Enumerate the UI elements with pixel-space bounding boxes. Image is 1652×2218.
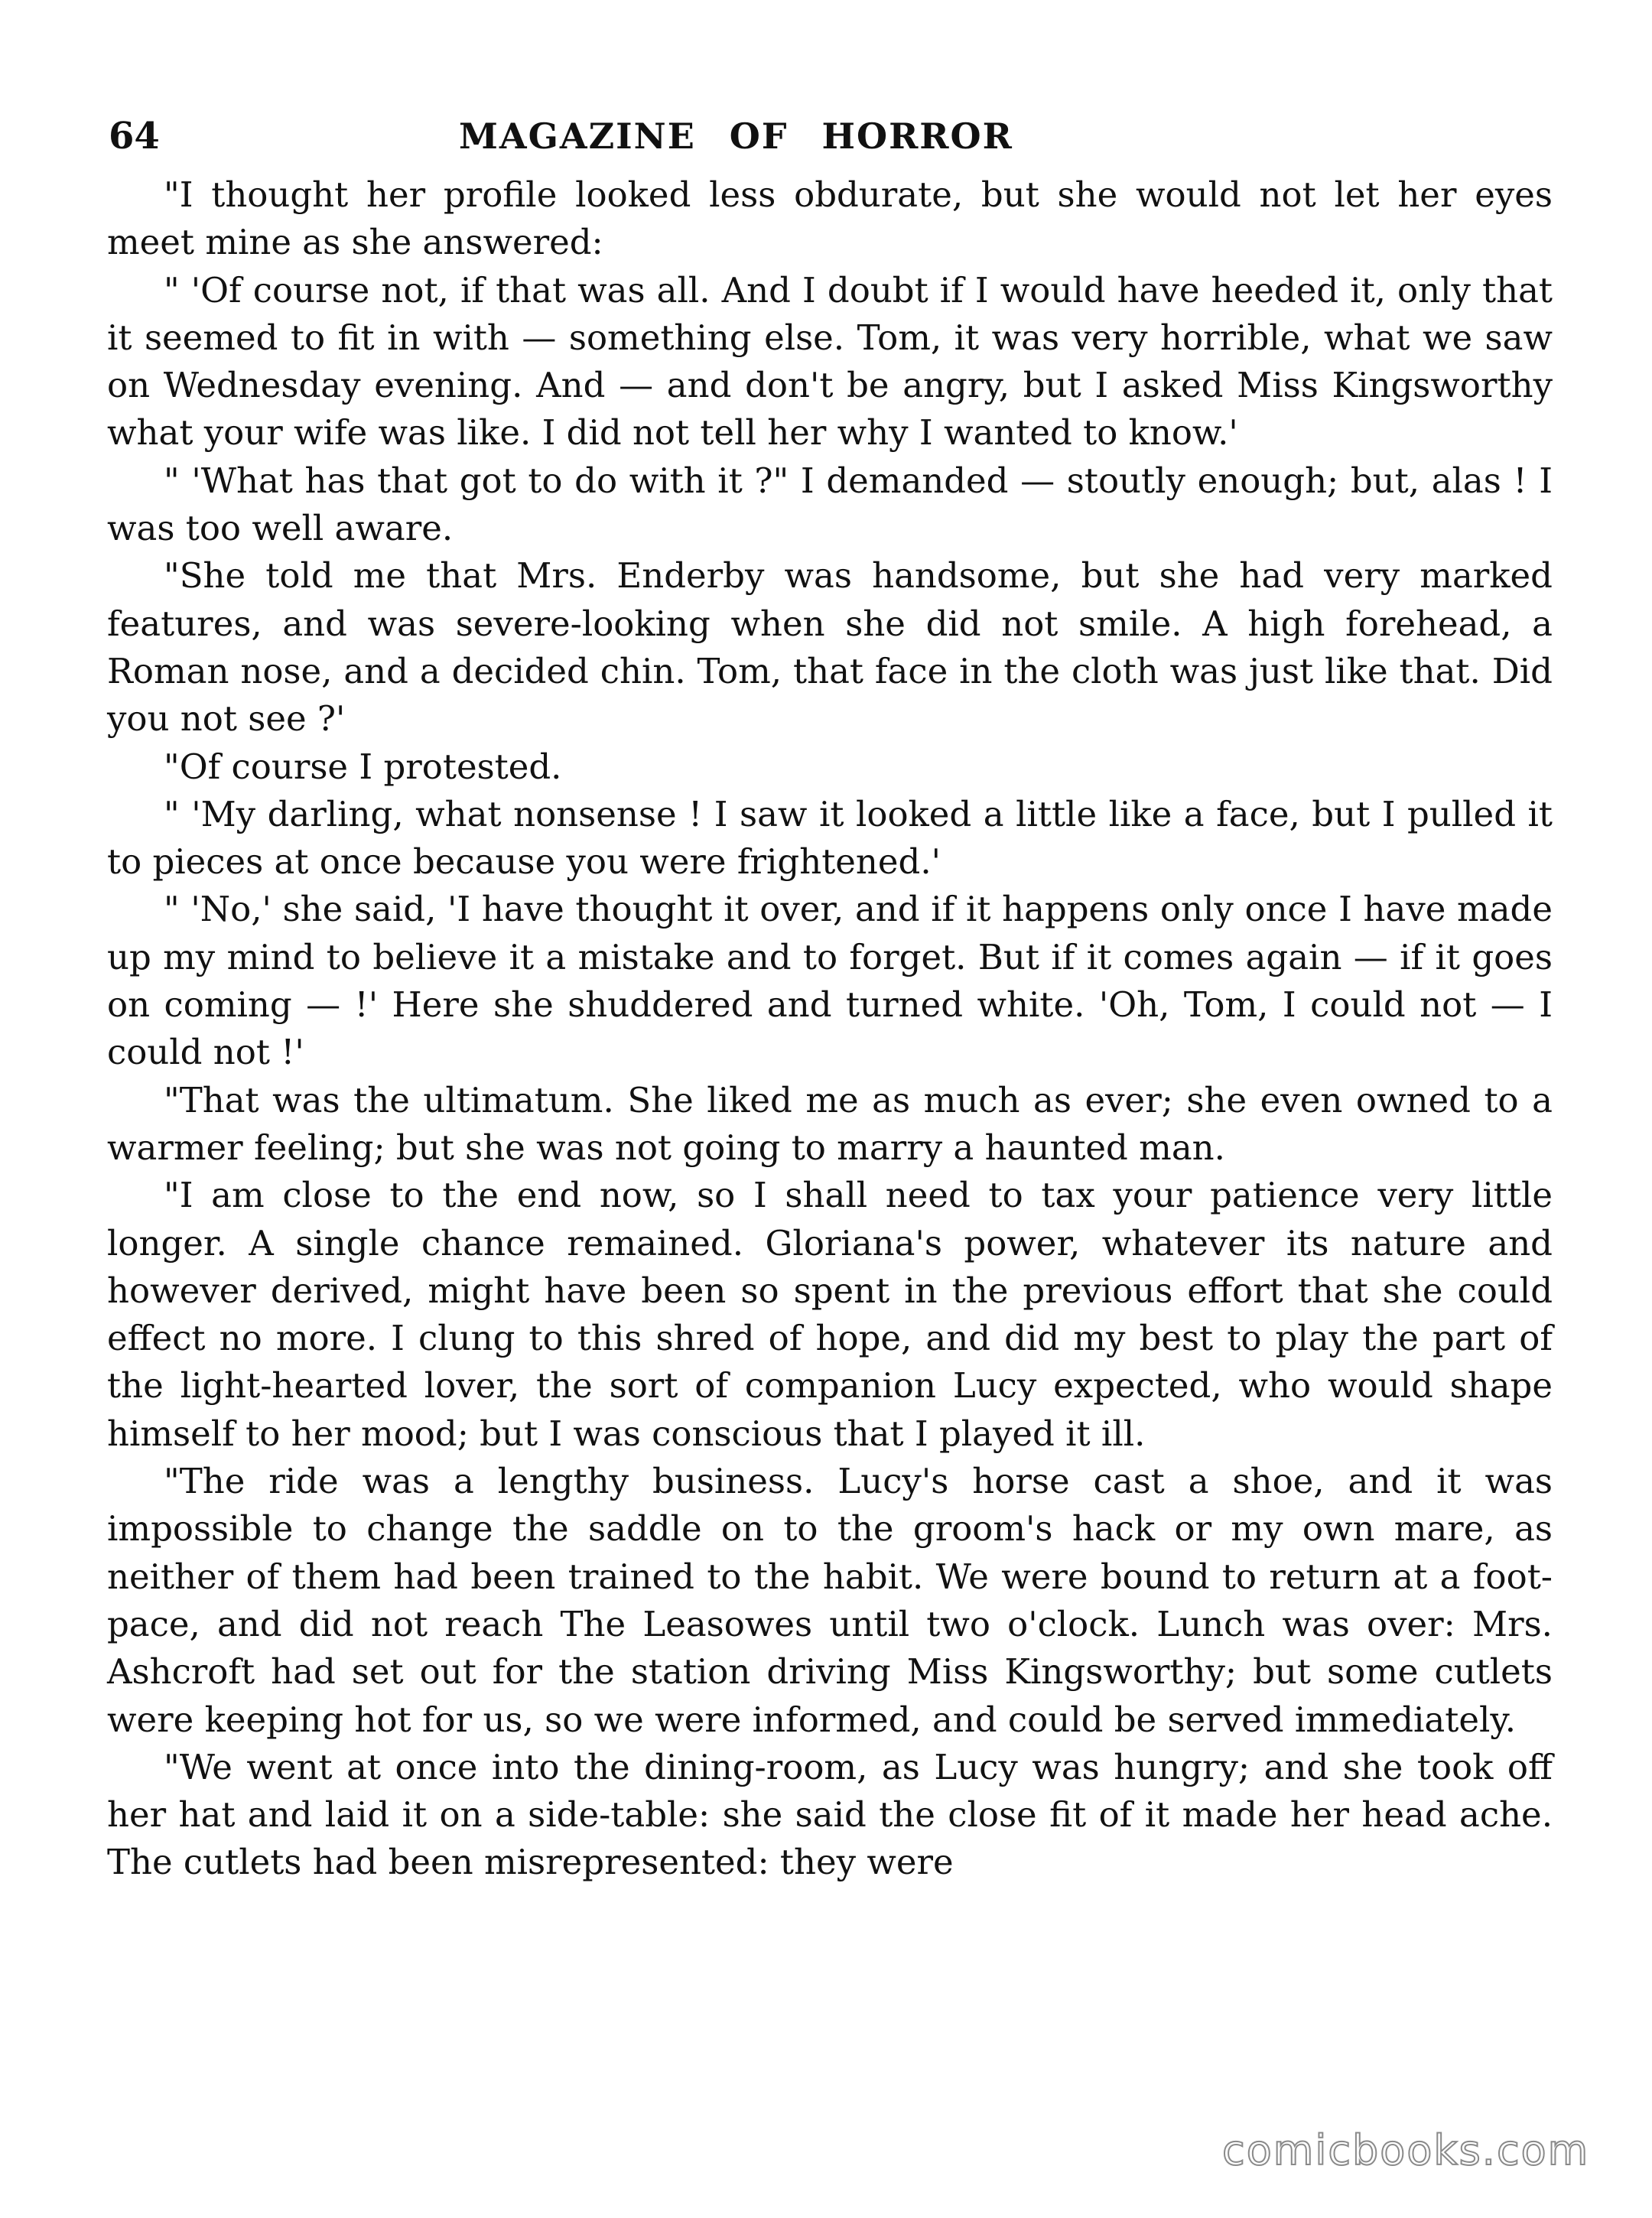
paragraph: "We went at once into the dining-room, as Lucy was hungry; and she took off her hat and laid it on a side-table: she said the close fit of it made her head ache. The cutlets had been misrepresented: they were bbox=[107, 1746, 1553, 1883]
paragraph: "I am close to the end now, so I shall need to tax your patience very little longer. A single chance remained. Gloriana's power, whatever its nature and however derived, might have been so spent in the previous effort that she could effect no more. I clung to this shred of hope, and did my best to play the part of the light-hearted lover, the sort of companion Lucy expected, who would shape himself to her mood; but I was conscious that I played it ill. bbox=[107, 1175, 1553, 1454]
paragraph: " 'No,' she said, 'I have thought it over, and if it happens only once I have made up my mind to believe it a mistake and to forget. But if it comes again — if it goes on coming — !' Here she shuddered and turned white. 'Oh, Tom, I could not — I could not !' bbox=[107, 889, 1553, 1073]
paragraph: "The ride was a lengthy business. Lucy's horse cast a shoe, and it was impossible to change the saddle on to the groom's hack or my own mare, as neither of them had been trained to the habit. We were bound to return at a foot-pace, and did not reach The Leasowes until two o'clock. Lunch was over: Mrs. Ashcroft had set out for the station driving Miss Kingsworthy; but some cutlets were keeping hot for us, so we were informed, and could be served immediately. bbox=[107, 1461, 1553, 1740]
story-text bbox=[107, 171, 1553, 1887]
watermark-logo: comicbooks.com bbox=[1222, 2126, 1590, 2174]
page-number: 64 bbox=[109, 115, 160, 158]
running-title: MAGAZINE OF HORROR bbox=[459, 115, 1013, 157]
paragraph: " 'My darling, what nonsense ! I saw it looked a little like a face, but I pulled it to pieces at once because you were frightened.' bbox=[107, 793, 1553, 883]
paragraph: "That was the ultimatum. She liked me as much as ever; she even owned to a warmer feeling; but she was not going to marry a haunted man. bbox=[107, 1079, 1553, 1168]
paragraph: "She told me that Mrs. Enderby was handsome, but she had very marked features, and was severe-looking when she did not smile. A high forehead, a Roman nose, and a decided chin. Tom, that face in the cloth was just like that. Did you not see ?' bbox=[107, 555, 1553, 740]
magazine-page bbox=[107, 113, 1553, 2148]
page-header bbox=[107, 113, 1553, 171]
paragraph: " 'Of course not, if that was all. And I doubt if I would have heeded it, only that it seemed to fit in with — something else. Tom, it was very horrible, what we saw on Wednesday evening. And — and don't be angry, but I asked Miss Kingsworthy what your wife was like. I did not tell her why I wanted to know.' bbox=[107, 269, 1553, 454]
paragraph: " 'What has that got to do with it ?" I demanded — stoutly enough; but, alas ! I was too well aware. bbox=[107, 460, 1553, 549]
paragraph: "Of course I protested. bbox=[164, 746, 562, 787]
paragraph: "I thought her profile looked less obdurate, but she would not let her eyes meet mine as she answered: bbox=[107, 174, 1553, 263]
